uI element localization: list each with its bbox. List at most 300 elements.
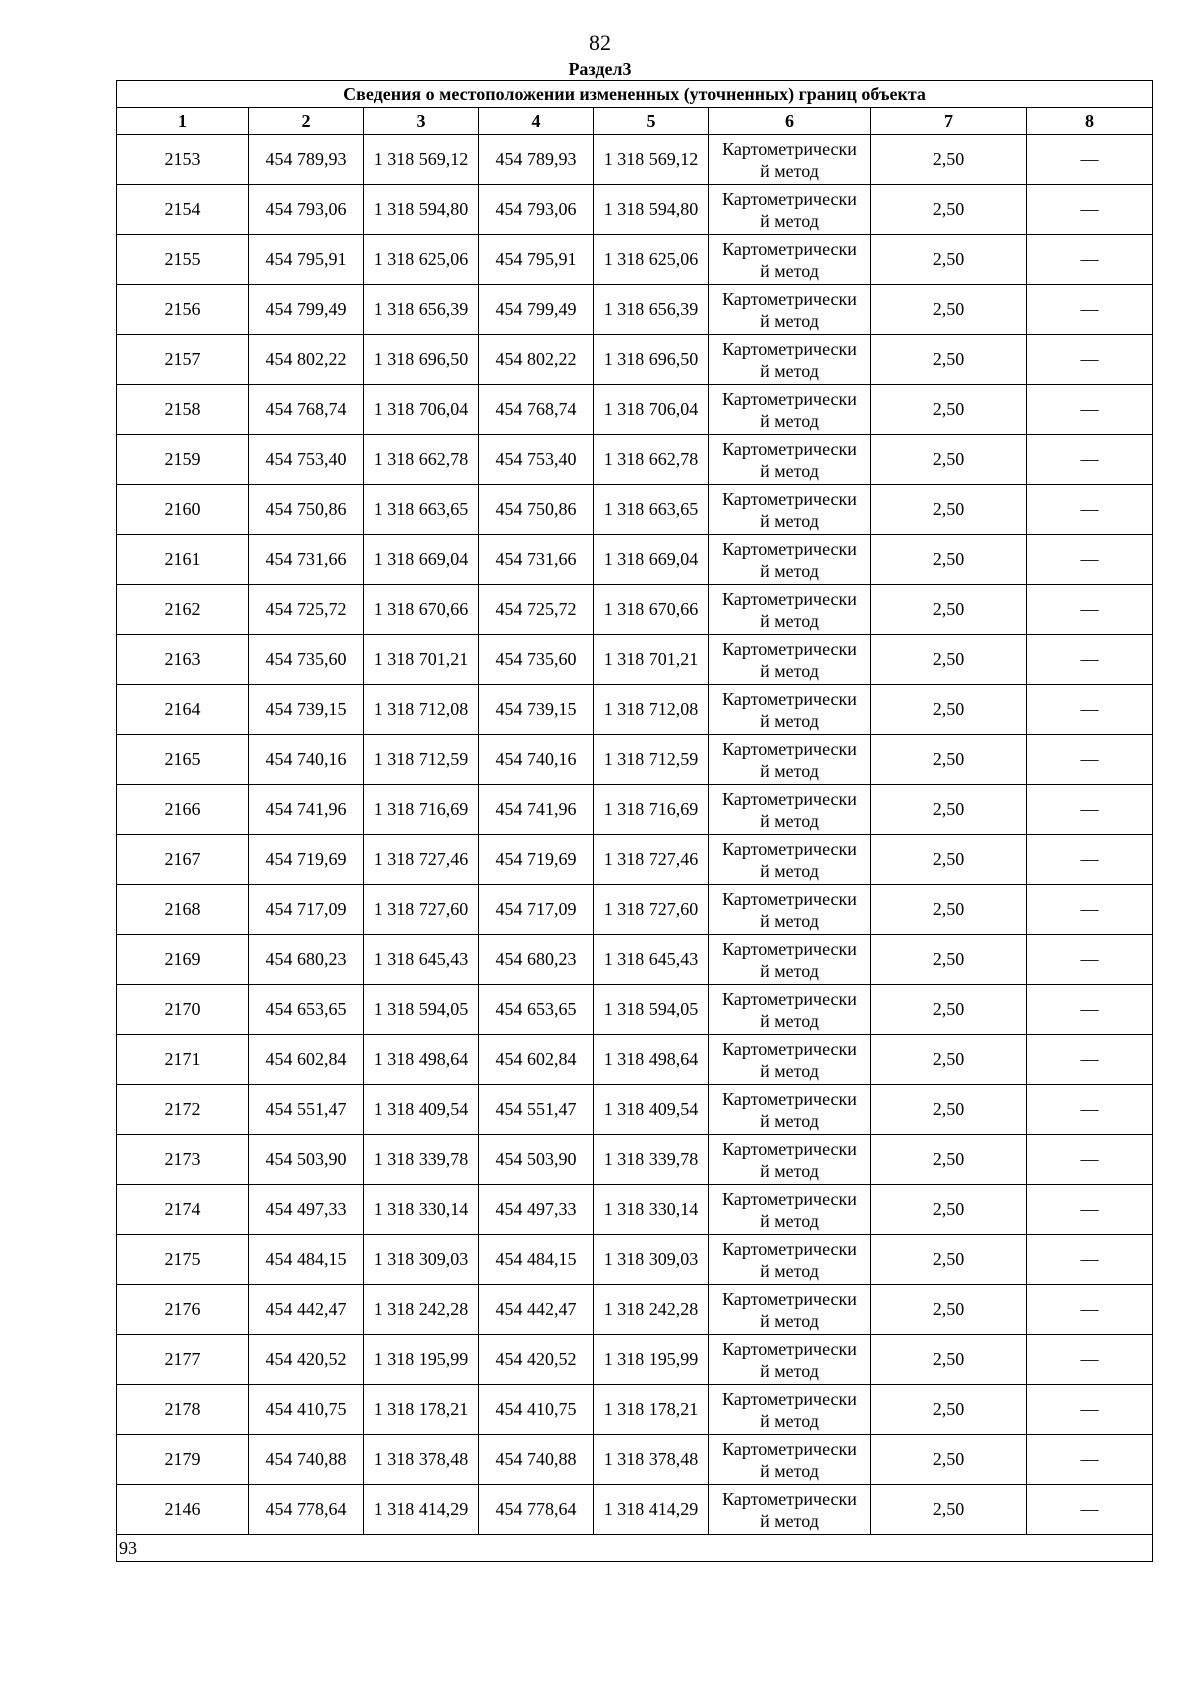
method-line: Картометрически (722, 1438, 857, 1459)
note-cell: — (1027, 1135, 1153, 1185)
x-existing-cell: 454 680,23 (249, 935, 364, 985)
x-new-cell: 454 740,88 (479, 1435, 594, 1485)
x-existing-cell: 454 719,69 (249, 835, 364, 885)
accuracy-cell: 2,50 (871, 435, 1027, 485)
y-new-cell: 1 318 662,78 (594, 435, 709, 485)
method-line: й метод (760, 810, 819, 831)
method-line: й метод (760, 1460, 819, 1481)
method-line: й метод (760, 160, 819, 181)
method-line: Картометрически (722, 1138, 857, 1159)
y-new-cell: 1 318 409,54 (594, 1085, 709, 1135)
point-number-cell: 2173 (117, 1135, 249, 1185)
x-new-cell: 454 719,69 (479, 835, 594, 885)
x-existing-cell: 454 731,66 (249, 535, 364, 585)
y-new-cell: 1 318 178,21 (594, 1385, 709, 1435)
y-new-cell: 1 318 414,29 (594, 1485, 709, 1535)
point-number-cell: 2169 (117, 935, 249, 985)
method-cell (709, 785, 871, 835)
coordinates-table (116, 80, 1153, 1562)
point-number-cell: 2157 (117, 335, 249, 385)
method-line: й метод (760, 910, 819, 931)
x-new-cell: 454 503,90 (479, 1135, 594, 1185)
method-cell (709, 1435, 871, 1485)
y-existing-cell: 1 318 727,46 (364, 835, 479, 885)
table-row (117, 1235, 1153, 1285)
method-line: й метод (760, 460, 819, 481)
accuracy-cell: 2,50 (871, 1135, 1027, 1185)
accuracy-cell: 2,50 (871, 1035, 1027, 1085)
note-cell: — (1027, 535, 1153, 585)
point-number-cell: 2160 (117, 485, 249, 535)
method-cell (709, 585, 871, 635)
x-new-cell: 454 750,86 (479, 485, 594, 535)
method-line: Картометрически (722, 188, 857, 209)
y-new-cell: 1 318 706,04 (594, 385, 709, 435)
x-existing-cell: 454 741,96 (249, 785, 364, 835)
table-row (117, 1085, 1153, 1135)
note-cell: — (1027, 835, 1153, 885)
x-existing-cell: 454 799,49 (249, 285, 364, 335)
method-line: й метод (760, 1060, 819, 1081)
accuracy-cell: 2,50 (871, 185, 1027, 235)
point-number-cell: 2165 (117, 735, 249, 785)
y-existing-cell: 1 318 727,60 (364, 885, 479, 935)
y-existing-cell: 1 318 662,78 (364, 435, 479, 485)
point-number-cell: 2168 (117, 885, 249, 935)
method-line: й метод (760, 1410, 819, 1431)
y-existing-cell: 1 318 645,43 (364, 935, 479, 985)
method-line: й метод (760, 710, 819, 731)
point-number-cell: 2174 (117, 1185, 249, 1235)
y-existing-cell: 1 318 670,66 (364, 585, 479, 635)
x-new-cell: 454 735,60 (479, 635, 594, 685)
y-new-cell: 1 318 378,48 (594, 1435, 709, 1485)
note-cell: — (1027, 1285, 1153, 1335)
column-header: 8 (1027, 108, 1153, 135)
table-row (117, 535, 1153, 585)
method-line: й метод (760, 860, 819, 881)
table-row (117, 885, 1153, 935)
method-line: й метод (760, 1110, 819, 1131)
note-cell: — (1027, 885, 1153, 935)
y-existing-cell: 1 318 625,06 (364, 235, 479, 285)
table-row (117, 985, 1153, 1035)
x-new-cell: 454 602,84 (479, 1035, 594, 1085)
column-header: 4 (479, 108, 594, 135)
method-line: Картометрически (722, 1238, 857, 1259)
method-cell (709, 285, 871, 335)
y-new-cell: 1 318 594,05 (594, 985, 709, 1035)
method-line: Картометрически (722, 388, 857, 409)
accuracy-cell: 2,50 (871, 1235, 1027, 1285)
method-line: й метод (760, 660, 819, 681)
method-line: Картометрически (722, 538, 857, 559)
x-new-cell: 454 739,15 (479, 685, 594, 735)
y-existing-cell: 1 318 242,28 (364, 1285, 479, 1335)
table-row (117, 235, 1153, 285)
method-cell (709, 1285, 871, 1335)
method-cell (709, 535, 871, 585)
table-row (117, 585, 1153, 635)
method-line: Картометрически (722, 1088, 857, 1109)
point-number-cell: 2166 (117, 785, 249, 835)
method-line: й метод (760, 1360, 819, 1381)
y-new-cell: 1 318 712,08 (594, 685, 709, 735)
y-new-cell: 1 318 727,60 (594, 885, 709, 935)
accuracy-cell: 2,50 (871, 1335, 1027, 1385)
accuracy-cell: 2,50 (871, 635, 1027, 685)
table-row (117, 935, 1153, 985)
x-existing-cell: 454 740,88 (249, 1435, 364, 1485)
method-line: й метод (760, 1160, 819, 1181)
method-cell (709, 135, 871, 185)
accuracy-cell: 2,50 (871, 1435, 1027, 1485)
y-new-cell: 1 318 670,66 (594, 585, 709, 635)
accuracy-cell: 2,50 (871, 785, 1027, 835)
y-new-cell: 1 318 716,69 (594, 785, 709, 835)
note-cell: — (1027, 985, 1153, 1035)
method-cell (709, 835, 871, 885)
y-existing-cell: 1 318 309,03 (364, 1235, 479, 1285)
point-number-cell: 2156 (117, 285, 249, 335)
method-cell (709, 1085, 871, 1135)
table-row (117, 335, 1153, 385)
method-cell (709, 885, 871, 935)
y-existing-cell: 1 318 569,12 (364, 135, 479, 185)
x-new-cell: 454 793,06 (479, 185, 594, 235)
method-line: й метод (760, 1010, 819, 1031)
table-caption-row (117, 81, 1153, 108)
table-row (117, 1385, 1153, 1435)
point-number-cell: 2167 (117, 835, 249, 885)
table-row (117, 785, 1153, 835)
method-line: й метод (760, 760, 819, 781)
table-row (117, 285, 1153, 335)
column-header: 7 (871, 108, 1027, 135)
method-line: й метод (760, 310, 819, 331)
table-footer-row (117, 1535, 1153, 1562)
point-number-cell: 2179 (117, 1435, 249, 1485)
y-new-cell: 1 318 625,06 (594, 235, 709, 285)
x-new-cell: 454 410,75 (479, 1385, 594, 1435)
accuracy-cell: 2,50 (871, 1485, 1027, 1535)
method-cell (709, 935, 871, 985)
note-cell: — (1027, 1385, 1153, 1435)
column-header: 2 (249, 108, 364, 135)
accuracy-cell: 2,50 (871, 135, 1027, 185)
accuracy-cell: 2,50 (871, 235, 1027, 285)
x-existing-cell: 454 725,72 (249, 585, 364, 635)
method-line: й метод (760, 210, 819, 231)
method-cell (709, 1485, 871, 1535)
accuracy-cell: 2,50 (871, 535, 1027, 585)
table-row (117, 185, 1153, 235)
point-number-cell: 2164 (117, 685, 249, 735)
point-number-cell: 2158 (117, 385, 249, 435)
x-new-cell: 454 484,15 (479, 1235, 594, 1285)
x-existing-cell: 454 410,75 (249, 1385, 364, 1435)
x-existing-cell: 454 735,60 (249, 635, 364, 685)
x-new-cell: 454 680,23 (479, 935, 594, 985)
note-cell: — (1027, 1085, 1153, 1135)
point-number-cell: 2170 (117, 985, 249, 1035)
y-existing-cell: 1 318 716,69 (364, 785, 479, 835)
x-new-cell: 454 778,64 (479, 1485, 594, 1535)
x-existing-cell: 454 602,84 (249, 1035, 364, 1085)
y-existing-cell: 1 318 712,59 (364, 735, 479, 785)
y-new-cell: 1 318 669,04 (594, 535, 709, 585)
table-row (117, 1435, 1153, 1485)
x-existing-cell: 454 778,64 (249, 1485, 364, 1535)
table-row (117, 1135, 1153, 1185)
point-number-cell: 2176 (117, 1285, 249, 1335)
accuracy-cell: 2,50 (871, 935, 1027, 985)
note-cell: — (1027, 485, 1153, 535)
method-cell (709, 485, 871, 535)
accuracy-cell: 2,50 (871, 285, 1027, 335)
x-new-cell: 454 442,47 (479, 1285, 594, 1335)
note-cell: — (1027, 935, 1153, 985)
x-existing-cell: 454 768,74 (249, 385, 364, 435)
x-new-cell: 454 717,09 (479, 885, 594, 935)
point-number-cell: 2177 (117, 1335, 249, 1385)
table-caption: Сведения о местоположении измененных (уточненных) границ объекта (117, 81, 1153, 108)
method-line: Картометрически (722, 438, 857, 459)
method-cell (709, 185, 871, 235)
method-line: Картометрически (722, 1188, 857, 1209)
accuracy-cell: 2,50 (871, 585, 1027, 635)
x-existing-cell: 454 503,90 (249, 1135, 364, 1185)
method-line: Картометрически (722, 488, 857, 509)
table-header-row (117, 108, 1153, 135)
point-number-cell: 2175 (117, 1235, 249, 1285)
x-new-cell: 454 497,33 (479, 1185, 594, 1235)
point-number-cell: 2163 (117, 635, 249, 685)
method-line: Картометрически (722, 938, 857, 959)
y-existing-cell: 1 318 414,29 (364, 1485, 479, 1535)
method-cell (709, 635, 871, 685)
column-header: 5 (594, 108, 709, 135)
x-existing-cell: 454 497,33 (249, 1185, 364, 1235)
method-cell (709, 735, 871, 785)
method-line: Картометрически (722, 138, 857, 159)
y-existing-cell: 1 318 656,39 (364, 285, 479, 335)
x-new-cell: 454 725,72 (479, 585, 594, 635)
accuracy-cell: 2,50 (871, 485, 1027, 535)
point-number-cell: 2155 (117, 235, 249, 285)
x-existing-cell: 454 795,91 (249, 235, 364, 285)
note-cell: — (1027, 735, 1153, 785)
accuracy-cell: 2,50 (871, 335, 1027, 385)
y-new-cell: 1 318 696,50 (594, 335, 709, 385)
x-new-cell: 454 802,22 (479, 335, 594, 385)
y-new-cell: 1 318 645,43 (594, 935, 709, 985)
note-cell: — (1027, 635, 1153, 685)
method-line: Картометрически (722, 1288, 857, 1309)
note-cell: — (1027, 435, 1153, 485)
method-line: й метод (760, 1260, 819, 1281)
x-new-cell: 454 753,40 (479, 435, 594, 485)
x-existing-cell: 454 551,47 (249, 1085, 364, 1135)
y-new-cell: 1 318 330,14 (594, 1185, 709, 1235)
table-row (117, 835, 1153, 885)
column-header: 1 (117, 108, 249, 135)
y-existing-cell: 1 318 669,04 (364, 535, 479, 585)
table-row (117, 1285, 1153, 1335)
method-line: Картометрически (722, 338, 857, 359)
accuracy-cell: 2,50 (871, 385, 1027, 435)
x-existing-cell: 454 739,15 (249, 685, 364, 735)
y-existing-cell: 1 318 498,64 (364, 1035, 479, 1085)
x-new-cell: 454 789,93 (479, 135, 594, 185)
column-header: 3 (364, 108, 479, 135)
y-existing-cell: 1 318 330,14 (364, 1185, 479, 1235)
note-cell: — (1027, 585, 1153, 635)
y-new-cell: 1 318 701,21 (594, 635, 709, 685)
y-existing-cell: 1 318 195,99 (364, 1335, 479, 1385)
method-line: Картометрически (722, 838, 857, 859)
point-number-cell: 2146 (117, 1485, 249, 1535)
table-row (117, 635, 1153, 685)
table-row (117, 135, 1153, 185)
method-line: Картометрически (722, 638, 857, 659)
method-line: й метод (760, 960, 819, 981)
x-new-cell: 454 551,47 (479, 1085, 594, 1135)
y-new-cell: 1 318 663,65 (594, 485, 709, 535)
x-new-cell: 454 799,49 (479, 285, 594, 335)
x-existing-cell: 454 753,40 (249, 435, 364, 485)
note-cell: — (1027, 385, 1153, 435)
method-line: й метод (760, 510, 819, 531)
accuracy-cell: 2,50 (871, 985, 1027, 1035)
y-existing-cell: 1 318 594,05 (364, 985, 479, 1035)
method-cell (709, 1385, 871, 1435)
y-existing-cell: 1 318 696,50 (364, 335, 479, 385)
table-footer-number: 93 (117, 1535, 1153, 1562)
note-cell: — (1027, 1485, 1153, 1535)
method-line: й метод (760, 1510, 819, 1531)
y-new-cell: 1 318 309,03 (594, 1235, 709, 1285)
method-cell (709, 1185, 871, 1235)
y-new-cell: 1 318 498,64 (594, 1035, 709, 1085)
y-existing-cell: 1 318 706,04 (364, 385, 479, 435)
method-line: й метод (760, 1210, 819, 1231)
point-number-cell: 2161 (117, 535, 249, 585)
page-number: 82 (589, 30, 611, 55)
method-line: Картометрически (722, 988, 857, 1009)
x-new-cell: 454 741,96 (479, 785, 594, 835)
accuracy-cell: 2,50 (871, 685, 1027, 735)
note-cell: — (1027, 285, 1153, 335)
method-cell (709, 235, 871, 285)
section-title: Раздел3 (568, 59, 632, 79)
note-cell: — (1027, 1235, 1153, 1285)
y-new-cell: 1 318 339,78 (594, 1135, 709, 1185)
method-cell (709, 685, 871, 735)
y-existing-cell: 1 318 178,21 (364, 1385, 479, 1435)
point-number-cell: 2171 (117, 1035, 249, 1085)
point-number-cell: 2154 (117, 185, 249, 235)
y-existing-cell: 1 318 378,48 (364, 1435, 479, 1485)
method-line: Картометрически (722, 288, 857, 309)
x-existing-cell: 454 789,93 (249, 135, 364, 185)
method-line: Картометрически (722, 1038, 857, 1059)
y-new-cell: 1 318 656,39 (594, 285, 709, 335)
note-cell: — (1027, 185, 1153, 235)
x-new-cell: 454 653,65 (479, 985, 594, 1035)
x-new-cell: 454 420,52 (479, 1335, 594, 1385)
x-existing-cell: 454 442,47 (249, 1285, 364, 1335)
x-new-cell: 454 731,66 (479, 535, 594, 585)
x-new-cell: 454 795,91 (479, 235, 594, 285)
method-line: Картометрически (722, 1488, 857, 1509)
note-cell: — (1027, 135, 1153, 185)
accuracy-cell: 2,50 (871, 1285, 1027, 1335)
accuracy-cell: 2,50 (871, 1385, 1027, 1435)
table-row (117, 735, 1153, 785)
table-row (117, 435, 1153, 485)
method-line: Картометрически (722, 1338, 857, 1359)
method-cell (709, 385, 871, 435)
x-new-cell: 454 740,16 (479, 735, 594, 785)
method-line: й метод (760, 560, 819, 581)
method-line: Картометрически (722, 688, 857, 709)
y-new-cell: 1 318 195,99 (594, 1335, 709, 1385)
y-new-cell: 1 318 594,80 (594, 185, 709, 235)
accuracy-cell: 2,50 (871, 835, 1027, 885)
y-existing-cell: 1 318 663,65 (364, 485, 479, 535)
y-new-cell: 1 318 712,59 (594, 735, 709, 785)
table-body (117, 81, 1153, 1562)
accuracy-cell: 2,50 (871, 735, 1027, 785)
y-new-cell: 1 318 242,28 (594, 1285, 709, 1335)
x-existing-cell: 454 802,22 (249, 335, 364, 385)
accuracy-cell: 2,50 (871, 1185, 1027, 1235)
method-line: й метод (760, 260, 819, 281)
accuracy-cell: 2,50 (871, 1085, 1027, 1135)
x-existing-cell: 454 484,15 (249, 1235, 364, 1285)
x-existing-cell: 454 653,65 (249, 985, 364, 1035)
x-existing-cell: 454 420,52 (249, 1335, 364, 1385)
y-existing-cell: 1 318 409,54 (364, 1085, 479, 1135)
method-line: й метод (760, 610, 819, 631)
note-cell: — (1027, 785, 1153, 835)
method-line: й метод (760, 1310, 819, 1331)
x-existing-cell: 454 750,86 (249, 485, 364, 535)
point-number-cell: 2162 (117, 585, 249, 635)
method-cell (709, 985, 871, 1035)
method-cell (709, 1335, 871, 1385)
table-row (117, 685, 1153, 735)
x-existing-cell: 454 717,09 (249, 885, 364, 935)
method-cell (709, 335, 871, 385)
method-line: й метод (760, 360, 819, 381)
point-number-cell: 2159 (117, 435, 249, 485)
column-header: 6 (709, 108, 871, 135)
method-line: Картометрически (722, 738, 857, 759)
method-line: Картометрически (722, 1388, 857, 1409)
table-row (117, 485, 1153, 535)
method-line: Картометрически (722, 588, 857, 609)
accuracy-cell: 2,50 (871, 885, 1027, 935)
method-line: Картометрически (722, 238, 857, 259)
y-new-cell: 1 318 569,12 (594, 135, 709, 185)
point-number-cell: 2178 (117, 1385, 249, 1435)
y-existing-cell: 1 318 701,21 (364, 635, 479, 685)
note-cell: — (1027, 235, 1153, 285)
method-cell (709, 1135, 871, 1185)
note-cell: — (1027, 1435, 1153, 1485)
